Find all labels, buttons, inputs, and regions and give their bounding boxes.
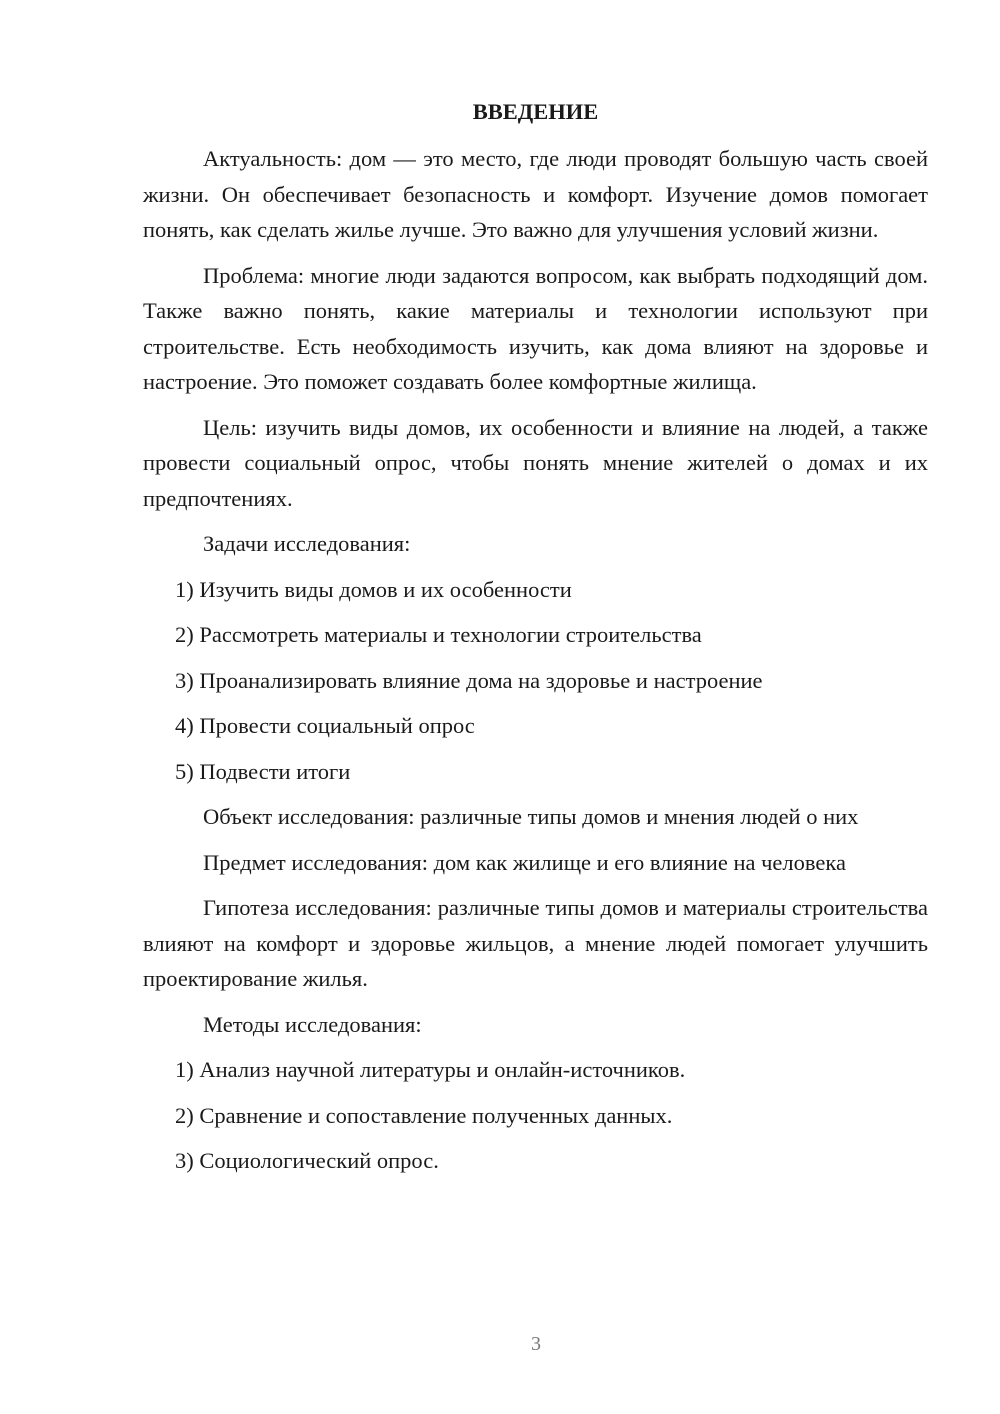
task-item: 2) Рассмотреть материалы и технологии строительства [175,622,702,647]
problem-paragraph: Проблема: многие люди задаются вопросом, как выбрать подходящий дом. Также важно понять, какие материалы и технологии используют при строительстве. Есть необходимость изучить, как дома влияют на здоровье и настроение. Это поможет создавать более комфортные жилища. [143,262,928,394]
hypothesis-paragraph: Гипотеза исследования: различные типы домов и материалы строительства влияют на комфорт и здоровье жильцов, а мнение людей помогает улучшить проектирование жилья. [143,895,928,991]
method-item: 3) Социологический опрос. [175,1148,439,1173]
page-content [143,94,928,1189]
method-item: 2) Сравнение и сопоставление полученных данных. [175,1102,673,1128]
research-subject: Предмет исследования: дом как жилище и его влияние на человека [203,849,846,875]
page-title: ВВЕДЕНИЕ [472,99,599,124]
relevance-paragraph: Актуальность: дом — это место, где люди проводят большую часть своей жизни. Он обеспечивает безопасность и комфорт. Изучение домов помогает понять, как сделать жилье лучше. Это важно для улучшения условий жизни. [143,146,928,242]
tasks-heading: Задачи исследования: [203,531,411,556]
task-item: 4) Провести социальный опрос [175,713,475,738]
task-item: 1) Изучить виды домов и их особенности [175,576,572,602]
method-item: 1) Анализ научной литературы и онлайн-источников. [175,1057,686,1082]
research-object: Объект исследования: различные типы домов и мнения людей о них [203,804,859,829]
task-item: 3) Проанализировать влияние дома на здоровье и настроение [175,667,763,693]
task-item: 5) Подвести итоги [175,758,351,784]
methods-heading: Методы исследования: [203,1011,422,1037]
page-number: 3 [531,1333,541,1355]
goal-paragraph: Цель: изучить виды домов, их особенности и влияние на людей, а также провести социальный опрос, чтобы понять мнение жителей о домах и их предпочтениях. [143,414,928,511]
